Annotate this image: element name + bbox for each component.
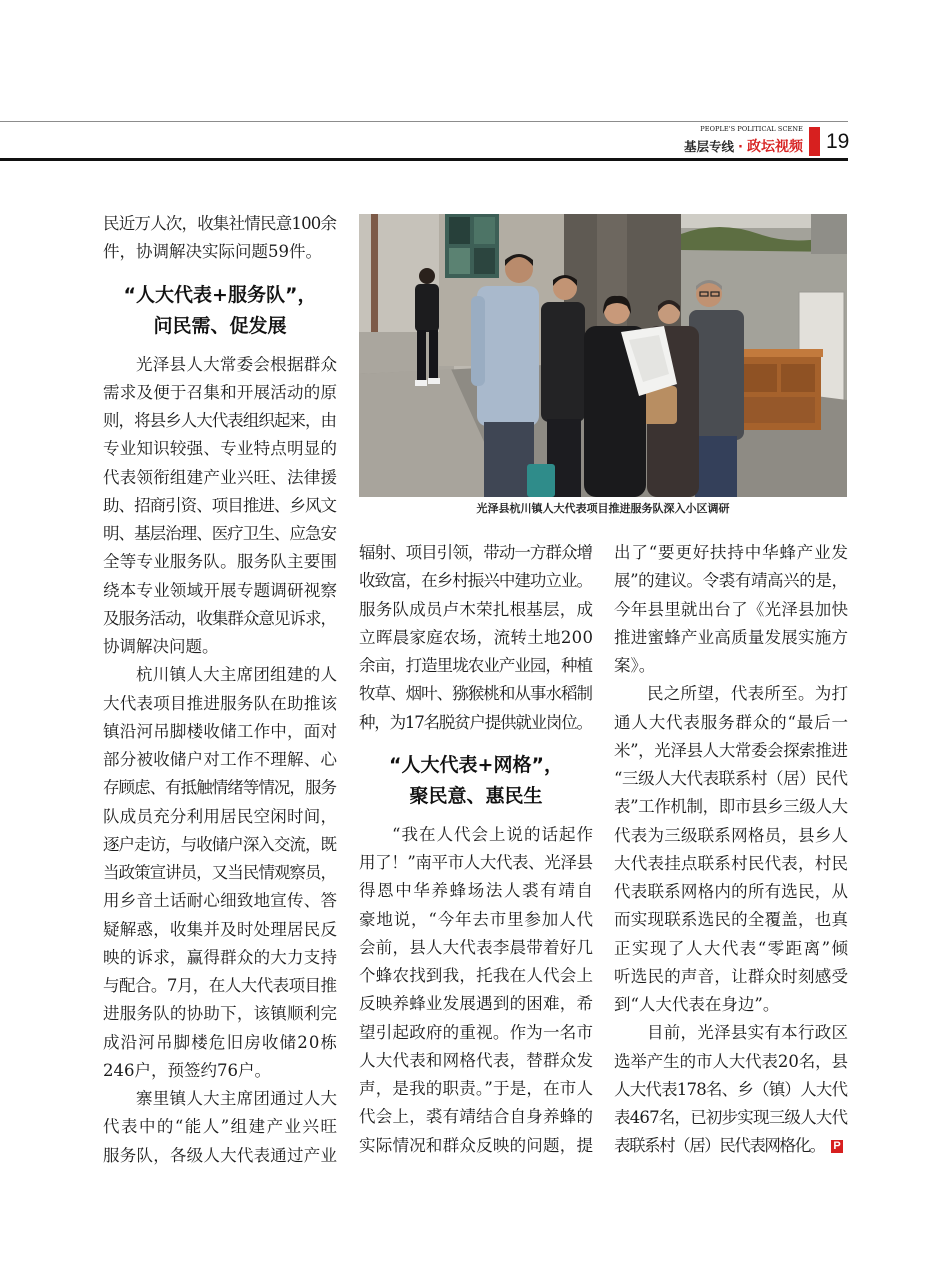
text-line: 代表为三级联系网格员，县乡人 [614,825,849,845]
text-line: 杭川镇人大主席团组建的人 [136,665,338,685]
text-line: 展”的建议。令裘有靖高兴的是， [614,571,848,591]
text-line: 当政策宣讲员，又当民情观察员， [103,863,337,882]
paragraph [103,661,337,1085]
text-line: 案》。 [614,656,656,675]
text-line: 进服务队的协助下，该镇顺利完 [103,1004,338,1024]
text-line: 种，为17名脱贫户提供就业岗位。 [359,712,592,732]
text-line: 队成员充分利用居民空闲时间， [103,806,338,826]
magazine-english-title: PEOPLE'S POLITICAL SCENE [700,125,803,133]
text-line: 余亩，打造里垅农业产业园，种植 [359,656,593,675]
article-photo [359,214,847,497]
text-line: 成沿河吊脚楼危旧房收储20栋 [103,1032,339,1052]
paragraph [359,539,593,737]
paragraph [103,1085,337,1170]
text-line: 人大代表178名、乡（镇）人大代 [614,1079,848,1099]
text-line: 代表联系网格内的所有选民，从 [614,882,849,901]
text-line: 大代表挂点联系村民代表，村民 [614,853,849,873]
article-end-mark-logo: P [831,1140,843,1153]
text-line: “三级人大代表联系村（居）民代 [614,769,848,788]
text-line: 会前，县人大代表李晨带着好几 [359,937,594,957]
text-line: 服务队，各级人大代表通过产业 [103,1145,338,1165]
article-column-right [614,539,848,1161]
text-line: “我在人代会上说的话起作 [392,824,595,844]
text-line: 存顾虑、有抵触情绪等情况，服务 [103,778,337,798]
text-line: 协调解决问题。 [103,637,219,656]
text-line: 听选民的声音，让群众时刻感受 [614,966,849,986]
text-line: 而实现联系选民的全覆盖，也真 [614,910,849,930]
photo-scene [359,214,847,497]
text-line: 立晖晨家庭农场，流转土地200 [359,627,594,647]
text-line: 需求及便于召集和开展活动的原 [103,382,338,402]
text-line: 声，是我的职责。”于是，在市人 [359,1079,594,1098]
heading-line: 聚民意、惠民生 [409,785,543,808]
text-line: 牧草、烟叶、猕猴桃和从事水稻制 [359,684,593,704]
text-line: 收致富，在乡村振兴中建功立业。 [359,571,593,591]
text-line: 则，将县乡人大代表组织起来，由 [103,411,337,430]
text-line: 正实现了人大代表“零距离”倾 [614,938,850,958]
text-line: 代表领衔组建产业兴旺、法律援 [103,467,338,487]
text-line: 用了！”南平市人大代表、光泽县 [359,853,593,872]
text-line: 寨里镇人大主席团通过人大 [136,1089,338,1108]
text-line: 专业知识较强、专业特点明显的 [103,439,338,459]
text-line: 用乡音土话耐心细致地宣传、答 [103,891,338,911]
article-column-left [103,210,337,1170]
header-bottom-rule [0,158,848,161]
text-line: 246户，预签约76户。 [103,1060,271,1080]
text-line: 代表中的“能人”组建产业兴旺 [103,1117,339,1137]
text-line: 选举产生的市人大代表20名，县 [614,1051,848,1071]
text-line: 绕本专业领域开展专题调研视察 [103,580,338,600]
text-line: 反映养蜂业发展遇到的困难，希 [359,994,594,1014]
section-label [684,137,803,157]
text-line: 明、基层治理、医疗卫生、应急安 [103,524,337,543]
text-line: 部分被收储户对工作不理解、心 [103,750,338,769]
text-line: 光泽县人大常委会根据群众 [136,354,338,374]
section-separator: · [738,140,743,155]
text-line: 个蜂农找到我，托我在人代会上 [359,966,594,985]
paragraph [614,680,848,1019]
heading-line: 问民需、促发展 [153,315,287,337]
person-man-black-shirt [541,275,585,497]
text-line: 大代表项目推进服务队在助推该 [103,693,338,713]
text-line: 件，协调解决实际问题59件。 [103,242,322,262]
text-line: 豪地说，“今年去市里参加人代 [359,909,594,929]
header-top-rule [0,121,848,122]
text-line: 映的诉求，赢得群众的大力支持 [103,947,338,967]
text-line: 辐射、项目引领，带动一方群众增 [359,543,593,562]
text-line: 表467名，已初步实现三级人大代 [614,1108,848,1127]
photo-caption: 光泽县杭川镇人大代表项目推进服务队深入小区调研 [476,502,730,515]
text-line: 目前，光泽县实有本行政区 [647,1023,849,1043]
text-line: 全等专业服务队。服务队主要围 [103,552,338,572]
text-line: 逐户走访，与收储户深入交流，既 [103,834,337,854]
paragraph [614,539,848,680]
paragraph [614,1019,848,1160]
text-line: 望引起政府的重视。作为一名市 [359,1022,594,1042]
text-line: 人大代表和网格代表，替群众发 [359,1050,594,1070]
paragraph [103,210,337,267]
text-line: 米”，光泽县人大常委会探索推进 [614,740,848,760]
paragraph [359,821,593,1160]
text-line: 推进蜜蜂产业高质量发展实施方 [614,627,849,647]
text-line: 镇沿河吊脚楼收储工作中，面对 [103,721,338,741]
section-name: 基层专线 [684,139,735,154]
paragraph [103,351,337,662]
heading-line: “人大代表+网格”， [389,753,563,776]
text-line: 代会上，裘有靖结合自身养蜂的 [359,1107,594,1127]
article-column-middle [359,539,593,1160]
text-line: 服务队成员卢木荣扎根基层，成 [359,599,594,619]
text-line: 及服务活动，收集群众意见诉求， [103,608,337,628]
text-line: 民近万人次，收集社情民意100余 [103,214,337,233]
text-line: 与配合。7月，在人大代表项目推 [103,976,337,995]
column-name: 政坛视频 [747,139,803,155]
text-line: 表联系村（居）民代表网格化。 [614,1136,825,1156]
text-line: 得恩中华养蜂场法人裘有靖自 [359,881,595,901]
page-number: 19 [826,130,850,153]
text-line: 实际情况和群众反映的问题，提 [359,1135,594,1155]
heading-line: “人大代表+服务队”， [123,283,317,306]
text-line: 通人大代表服务群众的“最后一 [614,712,849,732]
red-tab-marker [809,127,820,156]
text-line: 表”工作机制，即市县乡三级人大 [614,797,848,817]
text-line: 疑解惑，收集并及时处理居民反 [103,919,338,939]
section-heading [103,280,337,343]
text-line: 今年县里就出台了《光泽县加快 [614,599,849,619]
wooden-cabinet [735,349,823,430]
text-line: 民之所望，代表所至。为打 [647,684,849,704]
section-heading [359,750,593,813]
text-line: 到“人大代表在身边”。 [614,995,780,1014]
text-line: 助、招商引资、项目推进、乡风文 [103,495,337,515]
text-line: 出了“要更好扶持中华蜂产业发 [614,543,849,562]
